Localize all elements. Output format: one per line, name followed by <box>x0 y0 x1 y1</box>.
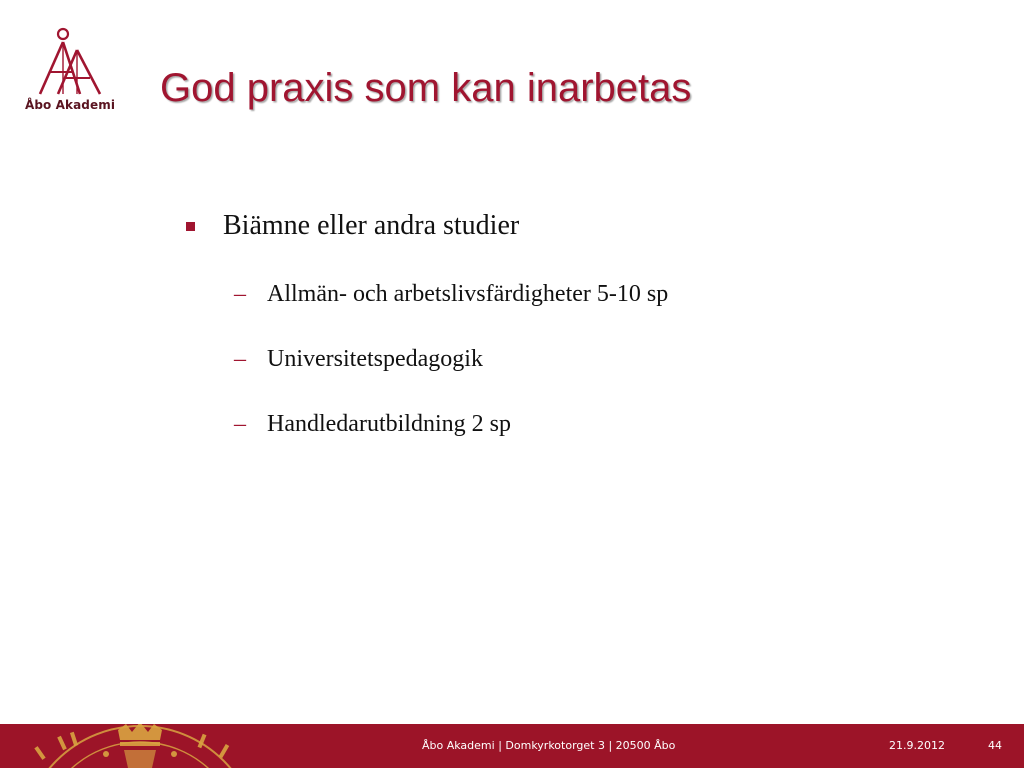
bullet-text: Biämne eller andra studier <box>223 210 520 241</box>
sub-bullet-text: Handledarutbildning 2 sp <box>267 411 511 437</box>
dash-bullet-icon: – <box>234 411 246 437</box>
university-seal-icon <box>0 724 260 768</box>
sub-bullet-text: Universitetspedagogik <box>267 346 483 372</box>
dash-bullet-icon: – <box>234 346 246 372</box>
abo-akademi-logo <box>22 26 118 122</box>
bullet-list <box>186 206 668 473</box>
footer-address: Åbo Akademi | Domkyrkotorget 3 | 20500 Åbo <box>422 739 676 752</box>
dash-bullet-icon: – <box>234 281 246 307</box>
sub-bullet-item <box>234 408 668 440</box>
sub-bullet-item <box>234 343 668 375</box>
slide-title: God praxis som kan inarbetas <box>160 66 692 110</box>
sub-bullet-list <box>186 278 668 440</box>
page-number: 44 <box>988 739 1002 752</box>
footer-date: 21.9.2012 <box>889 739 945 752</box>
footer-bar <box>0 724 1024 768</box>
sub-bullet-text: Allmän- och arbetslivsfärdigheter 5-10 sp <box>267 281 669 307</box>
square-bullet-icon <box>186 222 195 231</box>
logo-wordmark: Åbo Akademi <box>24 98 116 112</box>
sub-bullet-item <box>234 278 668 310</box>
bullet-item-main <box>186 206 668 246</box>
logo-emblem-icon <box>22 26 118 98</box>
